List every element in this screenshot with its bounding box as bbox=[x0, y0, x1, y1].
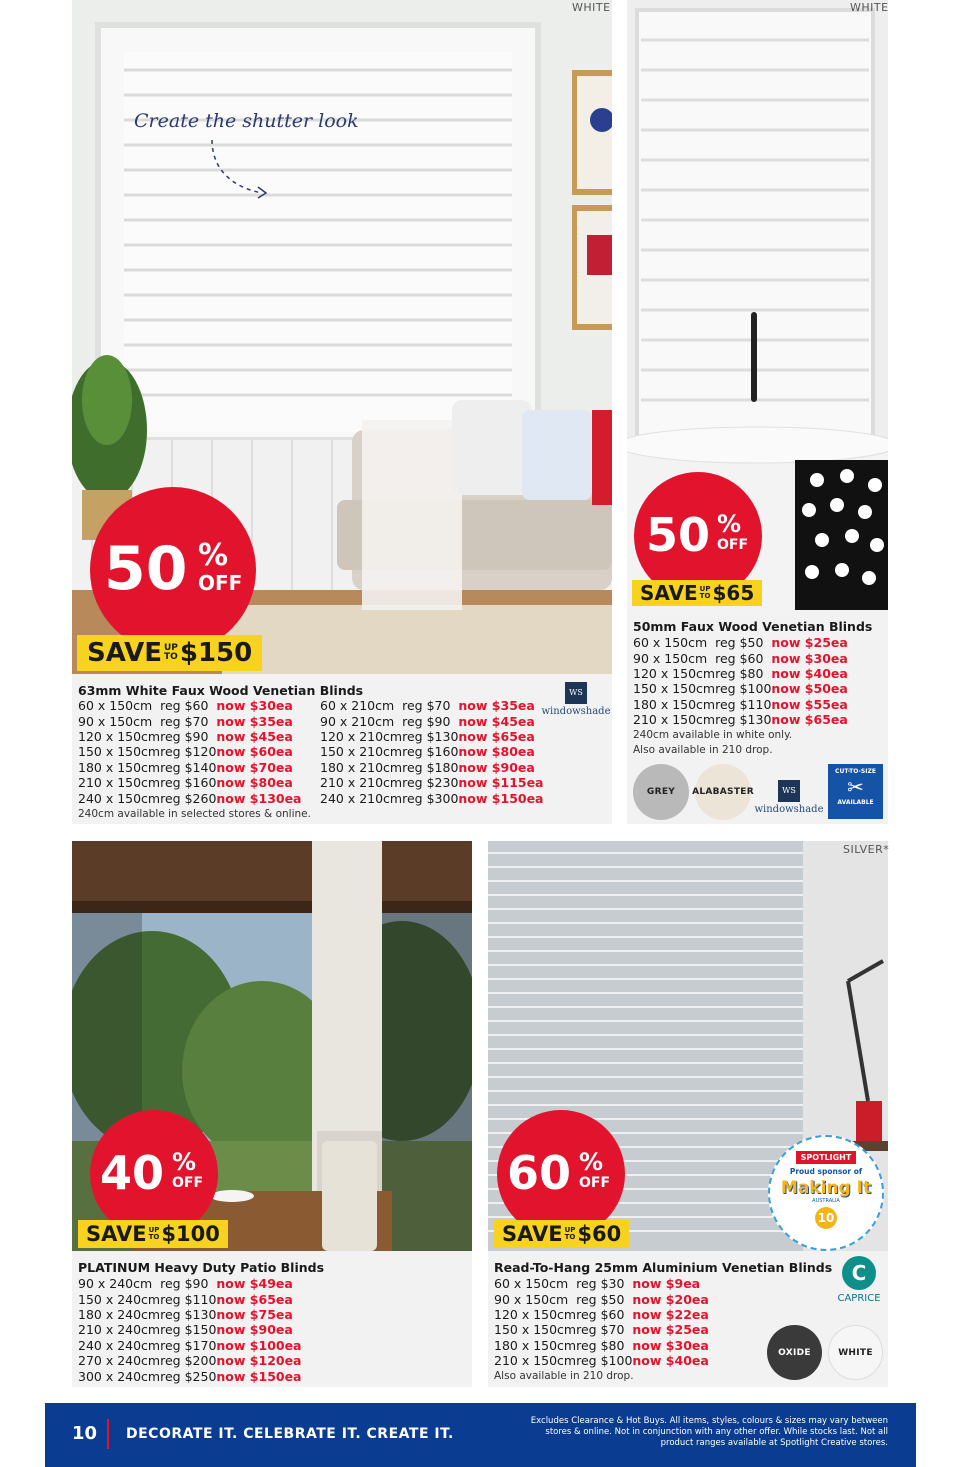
save-banner bbox=[77, 635, 262, 671]
save-banner bbox=[78, 1220, 228, 1248]
save-up-to bbox=[700, 586, 711, 600]
size-cell: 180 x 150cm bbox=[633, 696, 716, 712]
table-row bbox=[78, 713, 302, 728]
now-price: now $22ea bbox=[632, 1306, 709, 1322]
now-price: now $65ea bbox=[216, 1291, 293, 1307]
reg-price: reg $70 bbox=[402, 698, 451, 714]
annotation-text: Create the shutter look bbox=[134, 110, 359, 132]
size-cell: 240 x 150cm bbox=[78, 790, 161, 806]
reg-price: reg $90 bbox=[402, 713, 451, 729]
size-cell: 210 x 150cm bbox=[78, 775, 161, 791]
discount-number: 50 bbox=[646, 508, 711, 562]
table-row bbox=[78, 1338, 302, 1353]
table-row bbox=[494, 1291, 709, 1306]
size-cell: 180 x 240cm bbox=[78, 1306, 161, 1322]
save-word: SAVE bbox=[640, 581, 698, 605]
discount-number: 60 bbox=[507, 1146, 572, 1200]
size-cell: 120 x 150cm bbox=[633, 665, 716, 681]
now-price: now $90ea bbox=[216, 1322, 293, 1338]
sponsor-country: AUSTRALIA bbox=[812, 1198, 840, 1204]
size-cell: 90 x 150cm bbox=[78, 713, 153, 729]
colour-label: WHITE bbox=[572, 1, 611, 14]
now-price: now $40ea bbox=[632, 1353, 709, 1369]
windowshade-mark: WS bbox=[778, 780, 800, 802]
table-row bbox=[633, 650, 848, 665]
table-row bbox=[494, 1307, 709, 1322]
now-price: now $30ea bbox=[771, 650, 848, 666]
cut-to-size-badge bbox=[828, 764, 883, 819]
table-row bbox=[78, 760, 302, 775]
reg-price: reg $110 bbox=[160, 1291, 217, 1307]
size-cell: 150 x 210cm bbox=[320, 744, 403, 760]
table-row bbox=[320, 790, 544, 805]
swatch-oxide[interactable]: OXIDE bbox=[767, 1325, 822, 1380]
table-row bbox=[633, 666, 848, 681]
product-title: 63mm White Faux Wood Venetian Blinds bbox=[78, 683, 364, 698]
footer-divider bbox=[107, 1419, 109, 1449]
footer-slogan: DECORATE IT. CELEBRATE IT. CREATE IT. bbox=[126, 1426, 454, 1442]
table-row bbox=[78, 1353, 302, 1368]
availability-note: Also available in 210 drop. bbox=[494, 1370, 634, 1382]
save-to: TO bbox=[564, 1233, 576, 1241]
reg-price: reg $230 bbox=[402, 775, 459, 791]
reg-price: reg $70 bbox=[160, 713, 209, 729]
now-price: now $80ea bbox=[216, 775, 293, 791]
size-cell: 120 x 210cm bbox=[320, 728, 403, 744]
reg-price: reg $100 bbox=[715, 681, 772, 697]
windowshade-mark: WS bbox=[565, 682, 587, 704]
size-cell: 150 x 150cm bbox=[633, 681, 716, 697]
now-price: now $80ea bbox=[458, 744, 535, 760]
table-row bbox=[320, 744, 544, 759]
save-amount: $150 bbox=[179, 638, 253, 668]
reg-price: reg $50 bbox=[715, 635, 764, 651]
discount-off: OFF bbox=[172, 1175, 204, 1191]
save-word: SAVE bbox=[502, 1222, 563, 1246]
now-price: now $45ea bbox=[458, 713, 535, 729]
now-price: now $60ea bbox=[216, 744, 293, 760]
size-cell: 150 x 150cm bbox=[494, 1322, 577, 1338]
page-footer bbox=[45, 1403, 916, 1467]
table-row bbox=[320, 760, 544, 775]
size-cell: 60 x 210cm bbox=[320, 698, 395, 714]
size-cell: 210 x 150cm bbox=[633, 712, 716, 728]
size-cell: 210 x 240cm bbox=[78, 1322, 161, 1338]
now-price: now $75ea bbox=[216, 1306, 293, 1322]
size-cell: 240 x 240cm bbox=[78, 1337, 161, 1353]
table-row bbox=[78, 1276, 302, 1291]
table-row bbox=[78, 698, 302, 713]
colour-label: WHITE bbox=[850, 1, 889, 14]
now-price: now $40ea bbox=[771, 665, 848, 681]
save-up: UP bbox=[564, 1226, 576, 1234]
windowshade-logo bbox=[540, 682, 612, 717]
price-table bbox=[494, 1276, 709, 1368]
table-row bbox=[78, 1322, 302, 1337]
table-row bbox=[494, 1353, 709, 1368]
now-price: now $30ea bbox=[216, 698, 293, 714]
now-price: now $45ea bbox=[216, 728, 293, 744]
now-price: now $55ea bbox=[771, 696, 848, 712]
reg-price: reg $80 bbox=[715, 665, 764, 681]
size-cell: 60 x 150cm bbox=[633, 635, 708, 651]
price-table-210-drop bbox=[320, 698, 544, 806]
size-cell: 180 x 150cm bbox=[78, 759, 161, 775]
now-price: now $130ea bbox=[216, 790, 302, 806]
table-row bbox=[78, 790, 302, 805]
save-to: TO bbox=[163, 652, 178, 662]
size-cell: 90 x 240cm bbox=[78, 1276, 153, 1292]
now-price: now $150ea bbox=[458, 790, 544, 806]
swatch-white[interactable]: WHITE bbox=[828, 1325, 883, 1380]
table-row bbox=[633, 635, 848, 650]
windowshade-word: windowshade bbox=[541, 706, 611, 717]
reg-price: reg $90 bbox=[160, 728, 209, 744]
table-row bbox=[78, 1368, 302, 1383]
discount-off: OFF bbox=[579, 1175, 611, 1191]
discount-number: 40 bbox=[100, 1146, 165, 1200]
table-row bbox=[78, 729, 302, 744]
discount-percent: % bbox=[579, 1148, 604, 1176]
swatch-alabaster[interactable]: ALABASTER bbox=[695, 764, 751, 820]
now-price: now $150ea bbox=[216, 1368, 302, 1384]
size-cell: 60 x 150cm bbox=[78, 698, 153, 714]
now-price: now $35ea bbox=[216, 713, 293, 729]
availability-note: 240cm available in selected stores & online. bbox=[78, 808, 311, 820]
caprice-mark-icon: C bbox=[842, 1256, 876, 1290]
price-table bbox=[633, 635, 848, 727]
table-row bbox=[633, 697, 848, 712]
now-price: now $90ea bbox=[458, 759, 535, 775]
now-price: now $70ea bbox=[216, 759, 293, 775]
size-cell: 120 x 150cm bbox=[78, 728, 161, 744]
size-cell: 210 x 210cm bbox=[320, 775, 403, 791]
scissors-icon: ✂ bbox=[847, 775, 864, 799]
discount-percent: % bbox=[717, 510, 742, 538]
table-row bbox=[78, 775, 302, 790]
discount-percent: % bbox=[172, 1148, 197, 1176]
size-cell: 90 x 150cm bbox=[633, 650, 708, 666]
size-cell: 300 x 240cm bbox=[78, 1368, 161, 1384]
now-price: now $65ea bbox=[458, 728, 535, 744]
available-label: AVAILABLE bbox=[837, 799, 874, 806]
caprice-word: CAPRICE bbox=[837, 1293, 881, 1304]
cut-to-size-label: CUT-TO-SIZE bbox=[835, 768, 876, 775]
save-word: SAVE bbox=[87, 638, 162, 668]
save-amount: $60 bbox=[577, 1222, 622, 1246]
reg-price: reg $50 bbox=[576, 1291, 625, 1307]
reg-price: reg $150 bbox=[160, 1322, 217, 1338]
size-cell: 150 x 240cm bbox=[78, 1291, 161, 1307]
price-table-150-drop bbox=[78, 698, 302, 806]
availability-note: 240cm available in white only. bbox=[633, 729, 793, 741]
reg-price: reg $170 bbox=[160, 1337, 217, 1353]
reg-price: reg $160 bbox=[402, 744, 459, 760]
size-cell: 180 x 150cm bbox=[494, 1337, 577, 1353]
table-row bbox=[78, 1307, 302, 1322]
size-cell: 270 x 240cm bbox=[78, 1353, 161, 1369]
availability-note: Also available in 210 drop. bbox=[633, 744, 773, 756]
save-up: UP bbox=[163, 643, 178, 653]
reg-price: reg $60 bbox=[715, 650, 764, 666]
save-up-to bbox=[565, 1227, 576, 1241]
now-price: now $35ea bbox=[458, 698, 535, 714]
making-it-logo: Making It bbox=[780, 1178, 872, 1198]
now-price: now $49ea bbox=[216, 1276, 293, 1292]
reg-price: reg $160 bbox=[160, 775, 217, 791]
size-cell: 150 x 150cm bbox=[78, 744, 161, 760]
size-cell: 180 x 210cm bbox=[320, 759, 403, 775]
save-banner bbox=[632, 580, 762, 606]
reg-price: reg $110 bbox=[715, 696, 772, 712]
table-row bbox=[320, 698, 544, 713]
price-table bbox=[78, 1276, 302, 1384]
table-row bbox=[633, 712, 848, 727]
reg-price: reg $30 bbox=[576, 1276, 625, 1292]
size-cell: 90 x 150cm bbox=[494, 1291, 569, 1307]
now-price: now $9ea bbox=[632, 1276, 701, 1292]
sponsor-line: Proud sponsor of bbox=[789, 1167, 863, 1176]
reg-price: reg $260 bbox=[160, 790, 217, 806]
spotlight-logo: SPOTLIGHT bbox=[796, 1151, 857, 1164]
save-amount: $100 bbox=[161, 1222, 220, 1246]
table-row bbox=[78, 744, 302, 759]
now-price: now $25ea bbox=[632, 1322, 709, 1338]
save-to: TO bbox=[148, 1233, 160, 1241]
reg-price: reg $130 bbox=[160, 1306, 217, 1322]
channel-ten-icon: 10 bbox=[815, 1207, 837, 1229]
table-row bbox=[320, 729, 544, 744]
table-row bbox=[494, 1276, 709, 1291]
reg-price: reg $250 bbox=[160, 1368, 217, 1384]
table-row bbox=[633, 681, 848, 696]
discount-number: 50 bbox=[104, 534, 188, 604]
size-cell: 90 x 210cm bbox=[320, 713, 395, 729]
save-up: UP bbox=[148, 1226, 160, 1234]
reg-price: reg $180 bbox=[402, 759, 459, 775]
size-cell: 240 x 210cm bbox=[320, 790, 403, 806]
now-price: now $65ea bbox=[771, 712, 848, 728]
discount-badge bbox=[90, 487, 256, 653]
windowshade-word: windowshade bbox=[754, 804, 824, 815]
table-row bbox=[320, 713, 544, 728]
reg-price: reg $90 bbox=[160, 1276, 209, 1292]
discount-off: OFF bbox=[717, 537, 749, 553]
table-row bbox=[494, 1322, 709, 1337]
save-word: SAVE bbox=[86, 1222, 147, 1246]
save-up: UP bbox=[699, 585, 711, 593]
product-title: 50mm Faux Wood Venetian Blinds bbox=[633, 619, 873, 634]
footer-disclaimer: Excludes Clearance & Hot Buys. All items, styles, colours & sizes may vary between stores & online. Not in conjunction with any other offer. While stocks last. Not all product ranges available at Spotlight Creative stores. bbox=[530, 1416, 888, 1448]
table-row bbox=[78, 1291, 302, 1306]
discount-badge bbox=[497, 1110, 625, 1238]
table-row bbox=[320, 775, 544, 790]
discount-off: OFF bbox=[198, 571, 243, 595]
now-price: now $115ea bbox=[458, 775, 544, 791]
table-row bbox=[494, 1338, 709, 1353]
caprice-logo bbox=[830, 1256, 888, 1304]
product-title: Read-To-Hang 25mm Aluminium Venetian Blinds bbox=[494, 1260, 833, 1275]
now-price: now $25ea bbox=[771, 635, 848, 651]
size-cell: 120 x 150cm bbox=[494, 1306, 577, 1322]
save-to: TO bbox=[699, 592, 711, 600]
reg-price: reg $60 bbox=[576, 1306, 625, 1322]
reg-price: reg $300 bbox=[402, 790, 459, 806]
swatch-grey[interactable]: GREY bbox=[633, 764, 689, 820]
reg-price: reg $80 bbox=[576, 1337, 625, 1353]
reg-price: reg $120 bbox=[160, 744, 217, 760]
colour-label: SILVER* bbox=[843, 843, 890, 856]
now-price: now $100ea bbox=[216, 1337, 302, 1353]
reg-price: reg $140 bbox=[160, 759, 217, 775]
windowshade-logo bbox=[754, 780, 824, 815]
reg-price: reg $130 bbox=[715, 712, 772, 728]
reg-price: reg $130 bbox=[402, 728, 459, 744]
reg-price: reg $60 bbox=[160, 698, 209, 714]
now-price: now $20ea bbox=[632, 1291, 709, 1307]
reg-price: reg $70 bbox=[576, 1322, 625, 1338]
size-cell: 210 x 150cm bbox=[494, 1353, 577, 1369]
reg-price: reg $100 bbox=[576, 1353, 633, 1369]
page-number: 10 bbox=[72, 1423, 98, 1444]
making-it-sponsor-badge bbox=[768, 1135, 884, 1251]
save-up-to bbox=[164, 644, 178, 662]
discount-percent: % bbox=[198, 538, 229, 573]
save-amount: $65 bbox=[712, 581, 755, 605]
reg-price: reg $200 bbox=[160, 1353, 217, 1369]
now-price: now $50ea bbox=[771, 681, 848, 697]
size-cell: 60 x 150cm bbox=[494, 1276, 569, 1292]
now-price: now $30ea bbox=[632, 1337, 709, 1353]
discount-badge bbox=[90, 1110, 218, 1238]
save-banner bbox=[494, 1220, 629, 1248]
now-price: now $120ea bbox=[216, 1353, 302, 1369]
product-title: PLATINUM Heavy Duty Patio Blinds bbox=[78, 1260, 325, 1275]
save-up-to bbox=[149, 1227, 160, 1241]
